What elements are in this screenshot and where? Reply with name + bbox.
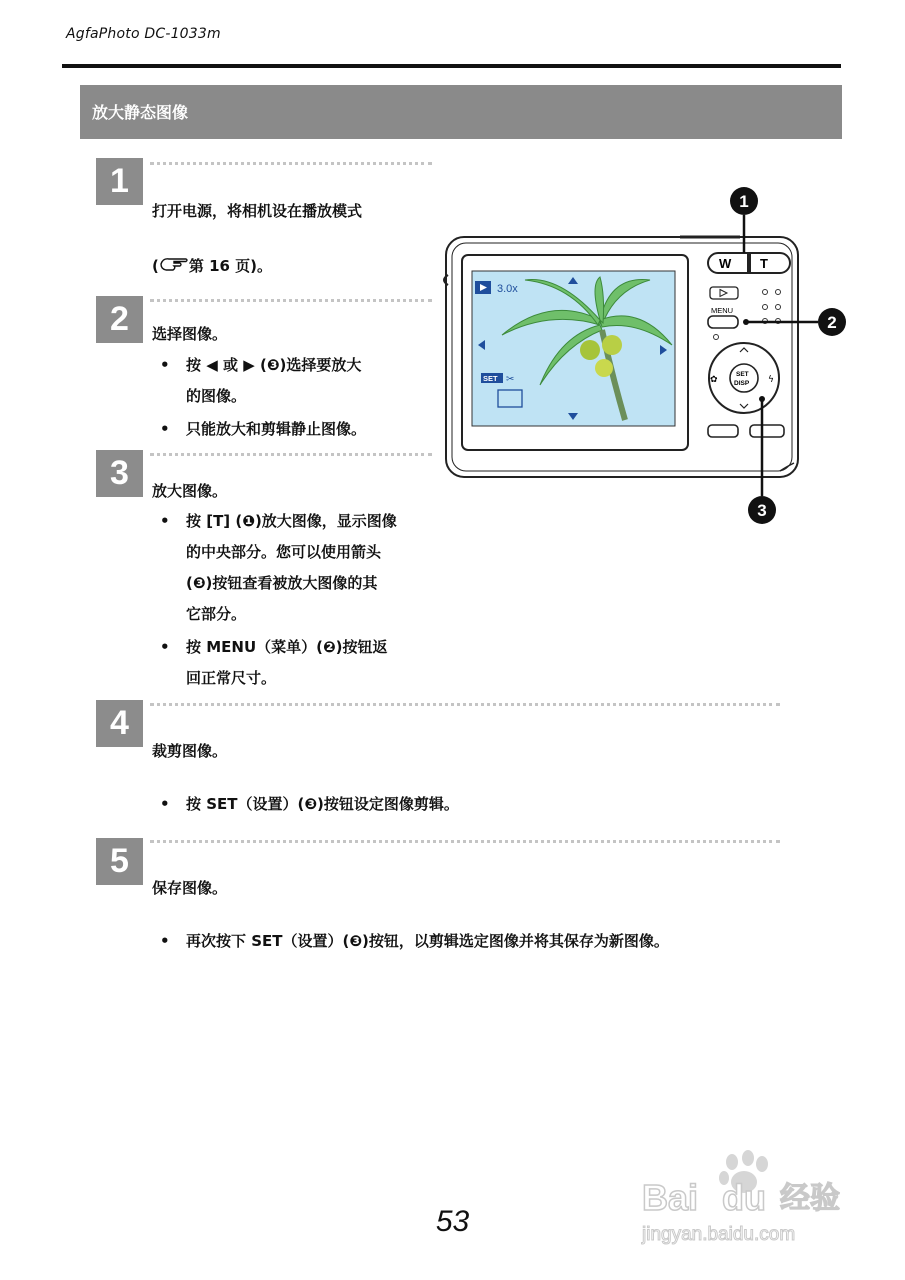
bullet-dot: • bbox=[160, 356, 170, 374]
pointing-hand-icon bbox=[159, 255, 189, 273]
step-5-number: 5 bbox=[96, 838, 143, 885]
lcd-screen bbox=[472, 271, 675, 426]
bullet-line: (❸)按钮查看被放大图像的其 bbox=[186, 574, 378, 592]
step-3-divider bbox=[150, 453, 432, 456]
bottom-left-button bbox=[708, 425, 738, 437]
watermark-brand-a: Bai bbox=[642, 1177, 699, 1218]
watermark-brand-b: du bbox=[722, 1177, 766, 1218]
section-bar bbox=[80, 85, 842, 139]
bullet-line: 按 SET（设置）(❸)按钮设定图像剪辑。 bbox=[186, 795, 459, 813]
bullet-dot: • bbox=[160, 638, 170, 656]
set-label: SET bbox=[736, 371, 749, 378]
bullet-line: 的图像。 bbox=[186, 387, 247, 405]
step-3-heading: 放大图像。 bbox=[152, 482, 228, 500]
menu-button bbox=[708, 316, 738, 328]
zoom-w-label: W bbox=[719, 256, 732, 271]
step-2-number: 2 bbox=[96, 296, 143, 343]
step-5-heading: 保存图像。 bbox=[152, 879, 228, 897]
bullet-dot: • bbox=[160, 932, 170, 950]
page-number: 53 bbox=[435, 1205, 470, 1238]
flash-icon: ϟ bbox=[768, 375, 774, 385]
step-2-heading: 选择图像。 bbox=[152, 325, 228, 343]
watermark-brand-c: 经验 bbox=[780, 1181, 840, 1216]
bullet-line: 按 [T] (❶)放大图像，显示图像 bbox=[186, 512, 397, 530]
step-4-heading: 裁剪图像。 bbox=[152, 742, 228, 760]
step-1-ref-text: 第 16 页)。 bbox=[188, 257, 273, 275]
step-1-ref: ( 第 16 页)。 bbox=[152, 257, 273, 275]
bullet-line: 只能放大和剪辑静止图像。 bbox=[186, 420, 367, 438]
watermark-url: jingyan.baidu.com bbox=[642, 1224, 796, 1245]
bullet-line: 再次按下 SET（设置）(❸)按钮，以剪辑选定图像并将其保存为新图像。 bbox=[186, 932, 669, 950]
bullet-line: 回正常尺寸。 bbox=[186, 669, 277, 687]
lcd-set-label: SET bbox=[483, 374, 498, 383]
scissors-icon: ✂ bbox=[506, 374, 515, 385]
menu-label: MENU bbox=[711, 306, 734, 315]
step-3-number: 3 bbox=[96, 450, 143, 497]
macro-icon: ✿ bbox=[710, 375, 718, 385]
bullet-line: 它部分。 bbox=[186, 605, 247, 623]
step-2-divider bbox=[150, 299, 432, 302]
step-4-number: 4 bbox=[96, 700, 143, 747]
lcd-zoom-value: 3.0x bbox=[497, 283, 518, 295]
model-name: AgfaPhoto DC-1033m bbox=[66, 26, 221, 42]
header-rule bbox=[62, 64, 841, 68]
bottom-right-button bbox=[750, 425, 784, 437]
play-button bbox=[710, 287, 738, 299]
step-1-text: 打开电源，将相机设在播放模式 bbox=[152, 202, 363, 220]
set-disp-button bbox=[730, 364, 758, 392]
disp-label: DISP bbox=[734, 380, 750, 387]
callout-1-label: 1 bbox=[739, 192, 749, 211]
bullet-line: 按 MENU（菜单）(❷)按钮返 bbox=[186, 638, 388, 656]
zoom-t-label: T bbox=[760, 256, 768, 271]
baidu-watermark bbox=[640, 1150, 870, 1250]
step-1-divider bbox=[150, 162, 432, 165]
section-title: 放大静态图像 bbox=[92, 103, 189, 122]
bullet-line: 的中央部分。您可以使用箭头 bbox=[186, 543, 382, 561]
bullet-line: 按 ◀ 或 ▶ (❸)选择要放大 bbox=[186, 356, 362, 374]
callout-2-label: 2 bbox=[827, 313, 837, 332]
bullet-dot: • bbox=[160, 420, 170, 438]
step-4-divider bbox=[150, 703, 780, 706]
bullet-dot: • bbox=[160, 512, 170, 530]
callout-3-label: 3 bbox=[757, 501, 767, 520]
step-5-divider bbox=[150, 840, 780, 843]
bullet-dot: • bbox=[160, 795, 170, 813]
step-1-number: 1 bbox=[96, 158, 143, 205]
camera-back-illustration bbox=[440, 185, 860, 530]
